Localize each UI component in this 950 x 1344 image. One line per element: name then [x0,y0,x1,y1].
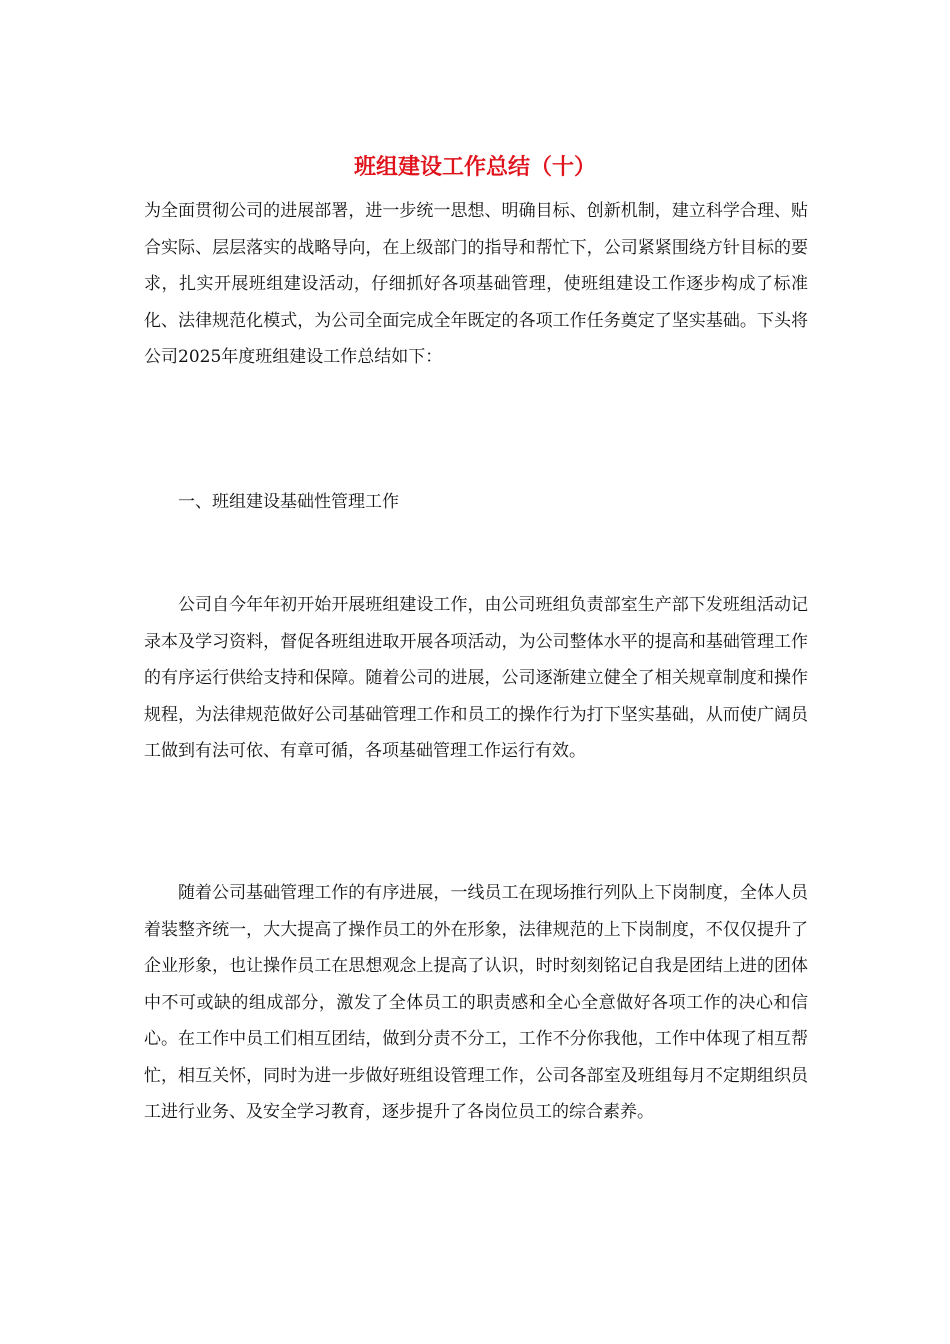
body-paragraph-1: 公司自今年年初开始开展班组建设工作，由公司班组负责部室生产部下发班组活动记录本及学习资料，督促各班组进取开展各项活动，为公司整体水平的提高和基础管理工作的有序运行供给支持和保障。随着公司的进展，公司逐渐建立健全了相关规章制度和操作规程，为法律规范做好公司基础管理工作和员工的操作行为打下坚实基础，从而使广阔员工做到有法可依、有章可循，各项基础管理工作运行有效。 [144,595,808,761]
document-title: 班组建设工作总结（十） [353,154,596,180]
body-paragraph-2: 随着公司基础管理工作的有序进展，一线员工在现场推行列队上下岗制度，全体人员着装整齐统一，大大提高了操作员工的外在形象，法律规范的上下岗制度，不仅仅提升了企业形象，也让操作员工在思想观念上提高了认识，时时刻刻铭记自我是团结上进的团体中不可或缺的组成部分，激发了全体员工的职责感和全心全意做好各项工作的决心和信心。在工作中员工们相互团结，做到分责不分工，工作不分你我他，工作中体现了相互帮忙，相互关怀，同时为进一步做好班组设管理工作，公司各部室及班组每月不定期组织员工进行业务、及安全学习教育，逐步提升了各岗位员工的综合素养。 [144,883,808,1122]
intro-paragraph: 为全面贯彻公司的进展部署，进一步统一思想、明确目标、创新机制，建立科学合理、贴合实际、层层落实的战略导向，在上级部门的指导和帮忙下，公司紧紧围绕方针目标的要求，扎实开展班组建设活动，仔细抓好各项基础管理，使班组建设工作逐步构成了标准化、法律规范化模式，为公司全面完成全年既定的各项工作任务奠定了坚实基础。下头将公司2025年度班组建设工作总结如下： [144,201,808,367]
section-heading: 一、班组建设基础性管理工作 [178,492,399,512]
